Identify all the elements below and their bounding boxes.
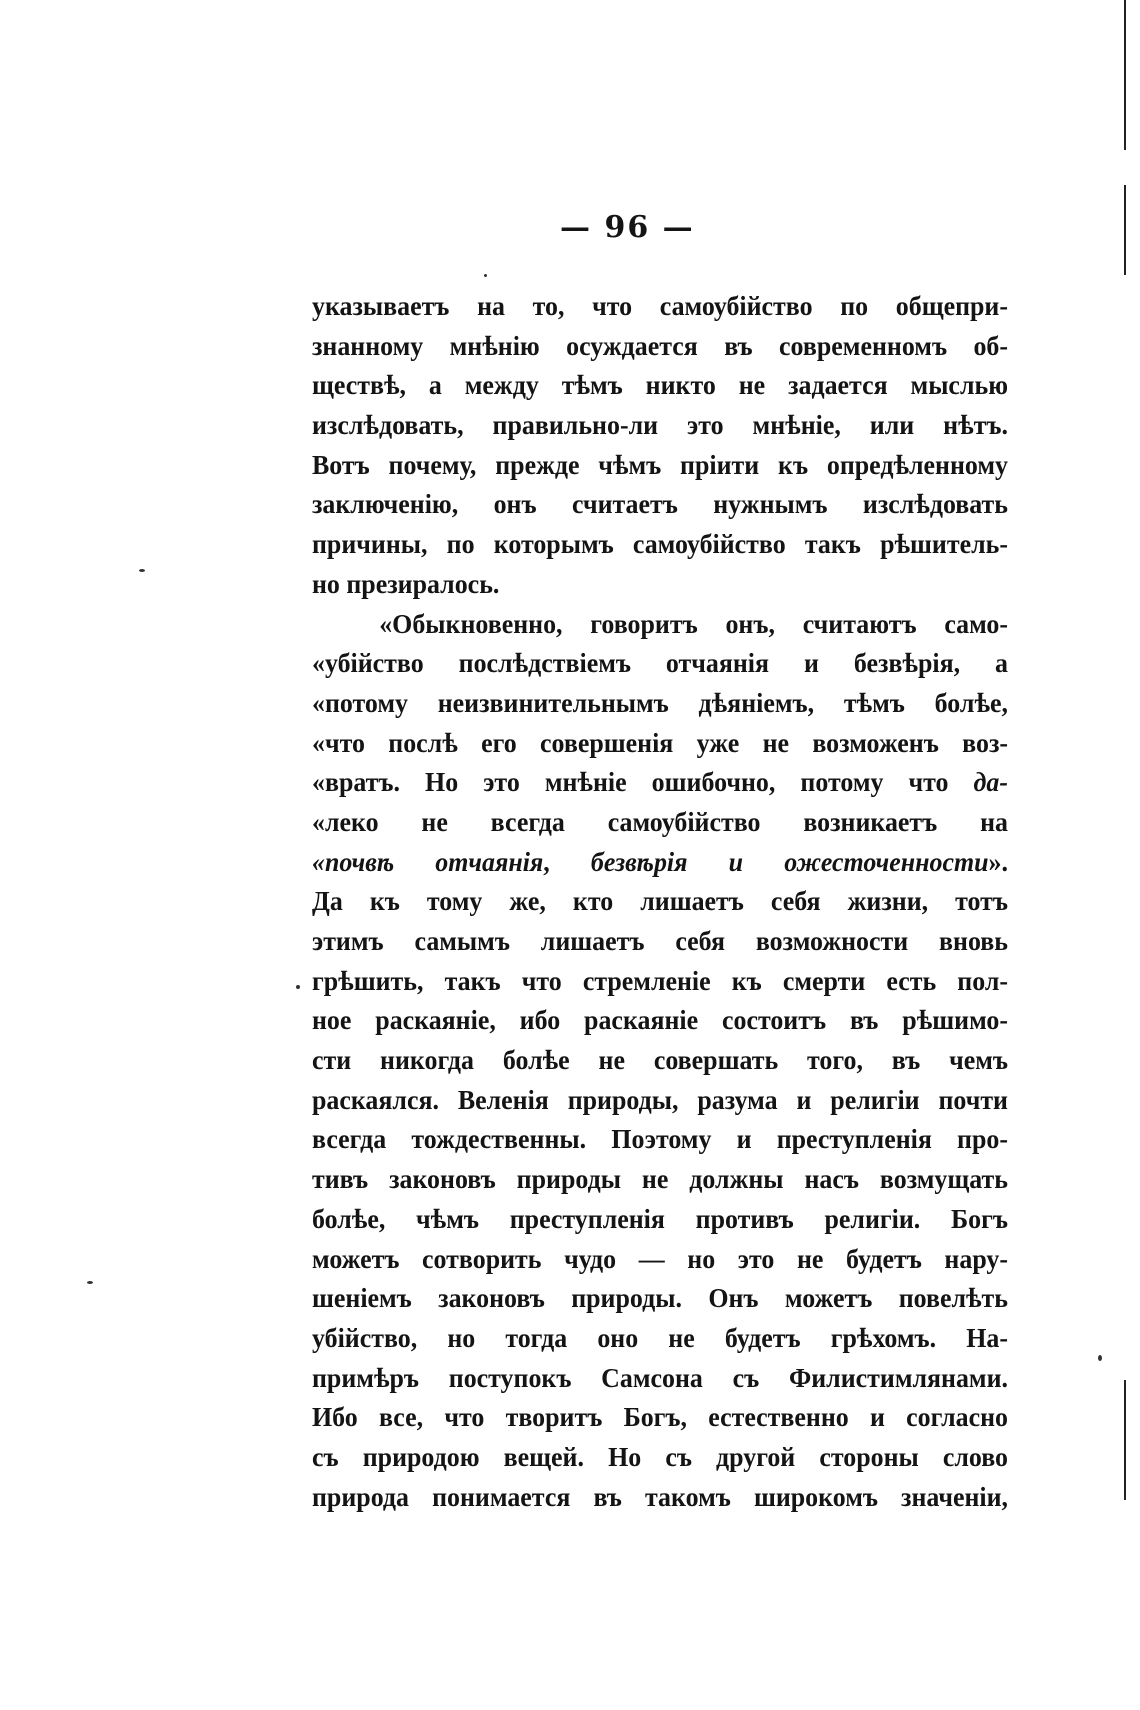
text-line: указываетъ на то, что самоубійство по общепри- — [312, 291, 1008, 321]
italic-segment: да- — [973, 767, 1008, 798]
text-segment: , — [543, 846, 591, 877]
text-line: «что послѣ его совершенія уже не возможенъ воз- — [312, 727, 1008, 758]
body-text — [312, 287, 1008, 1517]
text-line-paragraph-start: «Обыкновенно, говоритъ онъ, считаютъ само- — [379, 608, 1008, 639]
text-line: изслѣдовать, правильно-ли это мнѣніе, или нѣтъ. — [312, 410, 1008, 441]
ink-speck — [1098, 1355, 1102, 1361]
text-line-italic: «леко не всегда самоубійство возникаетъ на — [312, 806, 1008, 837]
page-edge-line — [1124, 0, 1126, 150]
text-line: причины, по которымъ самоубійство такъ рѣшитель- — [312, 529, 1008, 560]
ink-speck — [296, 985, 300, 989]
page-number: — 96 — — [560, 210, 695, 245]
text-line: примѣръ поступокъ Самсона съ Филистимлянами. — [312, 1362, 1008, 1393]
text-line: Ибо все, что творитъ Богъ, естественно и согласно — [312, 1402, 1008, 1433]
text-line: Да къ тому же, кто лишаетъ себя жизни, тотъ — [312, 886, 1008, 917]
text-line: но презиралось. — [312, 568, 500, 599]
text-line: «потому неизвинительнымъ дѣяніемъ, тѣмъ болѣе, — [312, 687, 1008, 718]
text-line: съ природою вещей. Но съ другой стороны слово — [312, 1441, 1008, 1472]
page-edge-line — [1124, 1380, 1126, 1500]
text-line: заключенію, онъ считаетъ нужнымъ изслѣдовать — [312, 489, 1008, 520]
text-line: ществѣ, а между тѣмъ никто не задается мыслью — [312, 370, 1008, 401]
page-edge-line — [1124, 185, 1126, 275]
text-segment: «вратъ. Но это мнѣніе ошибочно, потому что — [312, 767, 974, 798]
text-line: болѣе, чѣмъ преступленія противъ религіи. Богъ — [312, 1203, 1008, 1234]
text-line: тивъ законовъ природы не должны насъ возмущать — [312, 1164, 1008, 1195]
text-line: этимъ самымъ лишаетъ себя возможности вновь — [312, 926, 1008, 956]
text-line: природа понимается въ такомъ широкомъ значеніи, — [312, 1481, 1008, 1512]
text-line: всегда тождественны. Поэтому и преступленія про- — [312, 1124, 1008, 1155]
italic-segment: «почвѣ отчаянія — [312, 846, 544, 877]
text-line: шеніемъ законовъ природы. Онъ можетъ повелѣть — [312, 1283, 1008, 1314]
text-line: ное раскаяніе, ибо раскаяніе состоитъ въ рѣшимо- — [312, 1005, 1008, 1036]
text-line-mixed — [312, 843, 1008, 883]
text-line-mixed — [312, 763, 1008, 803]
ink-speck — [139, 569, 145, 572]
text-line: грѣшить, такъ что стремленіе къ смерти есть пол- — [312, 965, 1008, 996]
ink-speck — [87, 1281, 93, 1284]
text-line: знанному мнѣнію осуждается въ современномъ об- — [312, 330, 1008, 361]
text-line: убійство, но тогда оно не будетъ грѣхомъ. На- — [312, 1322, 1008, 1353]
ink-speck — [484, 274, 487, 277]
text-line: «убійство послѣдствіемъ отчаянія и безвѣрія, а — [312, 648, 1008, 679]
text-line: раскаялся. Веленія природы, разума и религіи почти — [312, 1084, 1008, 1115]
text-segment: ». — [988, 846, 1008, 877]
text-line: Вотъ почему, прежде чѣмъ пріити къ опредѣленному — [312, 449, 1008, 480]
text-line: можетъ сотворить чудо — но это не будетъ нару- — [312, 1243, 1008, 1274]
italic-segment: безвѣрія и ожесточенности — [590, 846, 989, 877]
text-line: сти никогда болѣе не совершать того, въ чемъ — [312, 1045, 1008, 1076]
